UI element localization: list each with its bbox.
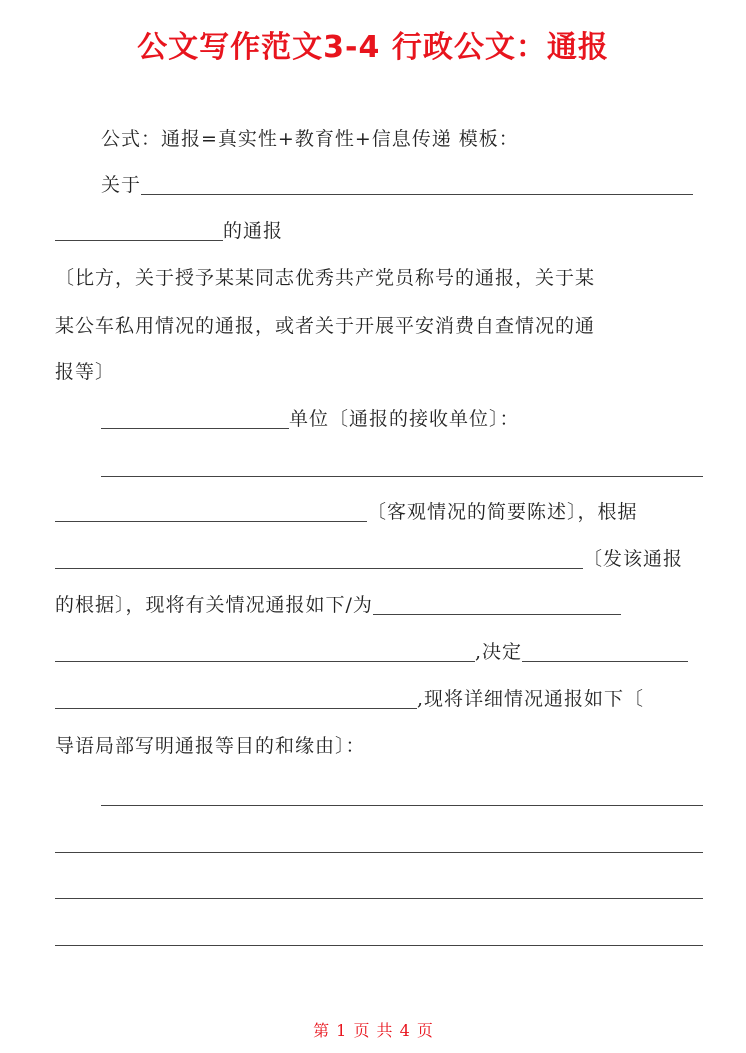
- blank-field[interactable]: [522, 641, 688, 662]
- blank-field[interactable]: [55, 641, 475, 662]
- blank-field[interactable]: [55, 220, 223, 241]
- blank-field[interactable]: [141, 174, 693, 195]
- blank-field[interactable]: [55, 688, 417, 709]
- notice-suffix: 的通报: [223, 220, 284, 242]
- guide-text: 导语局部写明通报等目的和缘由〕：: [55, 735, 366, 757]
- blank-rule[interactable]: [55, 945, 703, 946]
- detail-line: [55, 684, 703, 714]
- page-footer: 第 1 页 共 4 页: [313, 1021, 433, 1040]
- document-title: 公文写作范文3-4 行政公文：通报: [137, 30, 609, 65]
- basis-line: [55, 544, 703, 574]
- example-text: 报等〕: [55, 361, 116, 383]
- basis-line-2: [55, 590, 703, 620]
- example-line-1: [55, 263, 703, 293]
- decision-line: [55, 637, 703, 667]
- about-line: [101, 170, 703, 200]
- blank-field[interactable]: [55, 548, 583, 569]
- unit-line: [101, 404, 746, 434]
- blank-rule[interactable]: [55, 852, 703, 853]
- blank-rule[interactable]: [101, 476, 703, 477]
- about-prefix: 关于: [101, 174, 142, 196]
- example-text: 〔比方，关于授予某某同志优秀共产党员称号的通报，关于某: [55, 267, 596, 289]
- example-line-3: [55, 357, 703, 387]
- brief-line: [55, 497, 703, 527]
- unit-text: 单位〔通报的接收单位〕：: [289, 408, 520, 430]
- blank-rule[interactable]: [101, 805, 703, 806]
- detail-text: ,现将详细情况通报如下〔: [417, 688, 645, 710]
- decision-text: ,决定: [475, 641, 523, 663]
- example-text: 某公车私用情况的通报，或者关于开展平安消费自查情况的通: [55, 315, 596, 337]
- guide-line: [55, 731, 703, 761]
- formula-line: [101, 124, 746, 154]
- brief-text: 〔客观情况的简要陈述〕，根据: [367, 501, 638, 523]
- notice-line: [55, 216, 703, 246]
- blank-field[interactable]: [373, 594, 621, 615]
- example-line-2: [55, 311, 703, 341]
- formula-text: 公式：通报=真实性+教育性+信息传递 模板：: [101, 128, 519, 150]
- basis-text: 的根据〕，现将有关情况通报如下/为: [55, 594, 373, 616]
- blank-field[interactable]: [55, 501, 367, 522]
- basis-text: 〔发该通报: [583, 548, 684, 570]
- blank-field[interactable]: [101, 408, 289, 429]
- blank-rule[interactable]: [55, 898, 703, 899]
